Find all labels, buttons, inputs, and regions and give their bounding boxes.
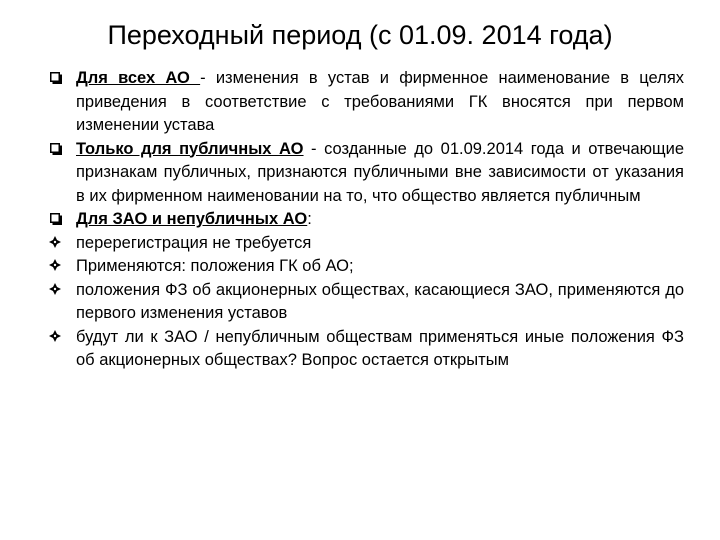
diamond-bullet-icon <box>48 279 70 303</box>
list-item <box>48 255 684 279</box>
list-item <box>48 232 684 256</box>
diamond-bullet-icon <box>48 232 70 256</box>
list-item <box>48 208 684 232</box>
item-lead: Для всех АО <box>76 69 201 87</box>
item-text: положения ФЗ об акционерных обществах, касающиеся ЗАО, применяются до первого изменения уставов <box>76 280 684 322</box>
diamond-bullet-icon <box>48 326 70 350</box>
item-text: Применяются: положения ГК об АО; <box>76 257 354 275</box>
item-text: будут ли к ЗАО / непубличным обществам применяться иные положения ФЗ об акционерных обществах? Вопрос остается открытым <box>76 327 684 369</box>
square-bullet-icon <box>48 138 70 162</box>
item-lead: Для ЗАО и непубличных АО <box>76 210 308 228</box>
square-bullet-icon <box>48 208 70 232</box>
item-text: - изменения в устав и фирменное наименование в целях приведения в соответствие с требованиями ГК вносятся при первом изменении устава <box>76 69 684 134</box>
diamond-bullet-icon <box>48 255 70 279</box>
list-item <box>48 138 684 209</box>
item-lead: Только для публичных АО <box>76 139 304 158</box>
list-item <box>48 279 684 326</box>
square-bullet-icon <box>48 67 70 91</box>
slide-title: Переходный период (с 01.09. 2014 года) <box>107 20 613 50</box>
bullet-list <box>48 67 684 373</box>
item-text: перерегистрация не требуется <box>76 233 312 252</box>
list-item <box>48 326 684 373</box>
item-text: : <box>307 210 312 228</box>
list-item <box>48 67 684 138</box>
item-text: - созданные до 01.09.2014 года и отвечающие признакам публичных, признаются публичными вне зависимости от указания в их фирменном наименовании на то, что общество является публичным <box>76 139 684 205</box>
